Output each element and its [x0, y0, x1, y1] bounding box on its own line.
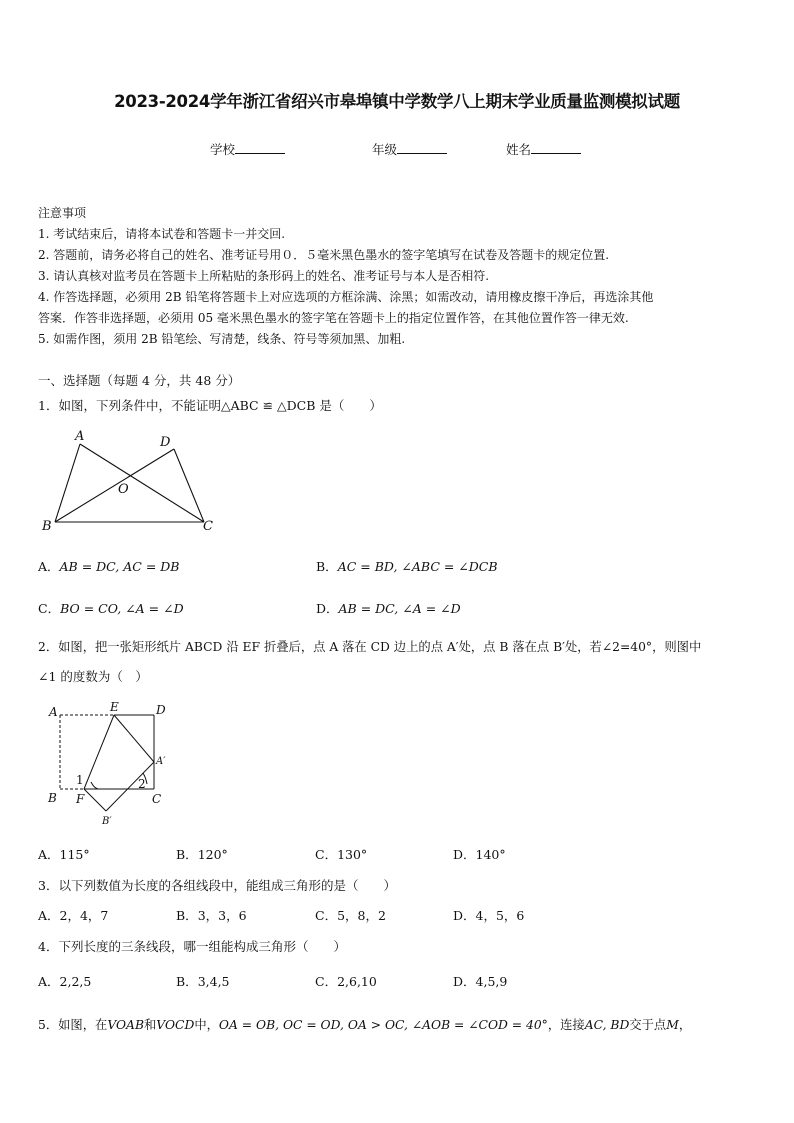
- q3-option-d-text: 4，5，6: [475, 908, 525, 923]
- q1-seg-ab: [55, 444, 80, 522]
- note-5: 5. 如需作图，须用 2B 铅笔绘、写清楚，线条、符号等须加黑、加粗.: [38, 332, 406, 346]
- q2-label-d: D: [156, 703, 166, 717]
- note-3: 3. 请认真核对监考员在答题卡上所粘贴的条形码上的姓名、准考证号与本人是否相符.: [38, 269, 490, 283]
- q4-stem: 4．下列长度的三条线段，哪一组能构成三角形（ ）: [38, 939, 346, 954]
- q2-option-b[interactable]: [176, 845, 228, 863]
- q2-seg-ea2: [114, 715, 154, 762]
- q2-stem-line1: 2．如图，把一张矩形纸片 ABCD 沿 EF 折叠后，点 A 落在 CD 边上的点 A′处，点 B 落在点 B′处，若∠2=40°，则图中: [38, 640, 702, 654]
- q4-option-b-letter: B．: [176, 974, 198, 989]
- q3-option-a-text: 2，4，7: [59, 908, 109, 923]
- name-field: [506, 140, 581, 158]
- q5-stem-intro: 5．如图，在: [38, 1018, 108, 1032]
- q3-option-a-letter: A．: [38, 908, 60, 923]
- q1-option-b-letter: B．: [316, 559, 338, 574]
- q5-in: 中，: [194, 1018, 219, 1032]
- q2-label-2: 2: [138, 777, 146, 791]
- q5-triangle-ocd: VOCD: [156, 1018, 195, 1032]
- q2-label-a-prime: A′: [156, 756, 166, 767]
- school-field: [210, 140, 285, 158]
- q3-option-c[interactable]: [315, 906, 386, 924]
- q2-label-b: B: [48, 791, 57, 805]
- q2-label-1: 1: [76, 773, 84, 787]
- q2-option-d[interactable]: [453, 845, 506, 863]
- note-4a: 4. 作答选择题，必须用 2B 铅笔将答题卡上对应选项的方框涂满、涂黑；如需改动，请用橡皮擦干净后，再选涂其他: [38, 290, 654, 304]
- q4-option-d-text: 4,5,9: [475, 974, 508, 989]
- q5-conditions: OA = OB, OC = OD, OA > OC, ∠AOB = ∠COD = 40°: [218, 1018, 548, 1032]
- grade-field: [372, 140, 447, 158]
- q1-label-d: D: [160, 435, 171, 450]
- q1-option-b[interactable]: [316, 557, 498, 575]
- q2-seg-a2b2: [106, 762, 154, 811]
- q1-option-d[interactable]: [316, 599, 461, 617]
- q4-option-b[interactable]: [176, 972, 230, 990]
- q1-option-c[interactable]: [38, 599, 184, 617]
- q2-option-c[interactable]: [315, 845, 367, 863]
- q1-label-c: C: [203, 519, 213, 534]
- name-label: 姓名: [506, 142, 532, 157]
- q4-option-d[interactable]: [453, 972, 507, 990]
- page-title: 2023-2024学年浙江省绍兴市皋埠镇中学数学八上期末学业质量监测模拟试题: [114, 92, 680, 111]
- notes-heading: 注意事项: [38, 206, 87, 220]
- q2-label-c: C: [152, 792, 162, 806]
- school-blank: [235, 141, 285, 154]
- q1-option-c-text: BO = CO, ∠A = ∠D: [60, 601, 184, 616]
- q4-option-a-text: 2,2,5: [59, 974, 92, 989]
- q4-option-c[interactable]: [315, 972, 377, 990]
- q3-option-b[interactable]: [176, 906, 247, 924]
- q2-label-b-prime: B′: [102, 816, 112, 824]
- q1-label-b: B: [42, 519, 52, 534]
- q3-option-c-text: 5，8，2: [337, 908, 386, 923]
- q2-angle1-arc: [91, 782, 98, 789]
- q3-option-b-letter: B．: [176, 908, 198, 923]
- note-2: 2. 答题前，请务必将自己的姓名、准考证号用０．５毫米黑色墨水的签字笔填写在试卷及答题卡的规定位置.: [38, 248, 610, 262]
- q2-option-b-text: 120°: [197, 847, 228, 862]
- q2-option-d-text: 140°: [475, 847, 506, 862]
- q3-stem: 3．以下列数值为长度的各组线段中，能组成三角形的是（ ）: [38, 878, 396, 893]
- q2-seg-fb2: [84, 789, 106, 811]
- school-label: 学校: [210, 142, 236, 157]
- q2-label-a: A: [49, 705, 58, 719]
- q2-option-c-text: 130°: [337, 847, 368, 862]
- q3-option-d-letter: D．: [453, 908, 476, 923]
- q5-and: 和: [143, 1018, 157, 1032]
- grade-blank: [397, 141, 447, 154]
- q5-connect: ，连接: [547, 1018, 585, 1032]
- q5-stem: [38, 1015, 691, 1033]
- q4-option-a-letter: A．: [38, 974, 60, 989]
- q1-seg-cd: [174, 449, 204, 522]
- q2-label-f: F: [76, 792, 85, 806]
- q3-option-b-text: 3，3，6: [197, 908, 247, 923]
- q4-option-a[interactable]: [38, 972, 91, 990]
- q5-triangle-oab: VOAB: [107, 1018, 144, 1032]
- q1-option-b-text: AC = BD, ∠ABC = ∠DCB: [337, 559, 498, 574]
- q1-seg-bd: [55, 449, 174, 522]
- q1-option-a-text: AB = DC, AC = DB: [59, 559, 180, 574]
- q5-segments: AC, BD: [584, 1018, 630, 1032]
- q4-option-b-text: 3,4,5: [197, 974, 230, 989]
- q2-option-b-letter: B．: [176, 847, 198, 862]
- q2-label-e: E: [110, 700, 119, 714]
- q2-option-a-letter: A．: [38, 847, 60, 862]
- q4-option-c-letter: C．: [315, 974, 338, 989]
- q3-option-a[interactable]: [38, 906, 108, 924]
- q2-option-a-text: 115°: [59, 847, 90, 862]
- q1-option-d-letter: D．: [316, 601, 339, 616]
- q1-label-a: A: [75, 429, 85, 444]
- q2-stem-line2: ∠1 的度数为（ ）: [38, 669, 148, 684]
- q2-option-d-letter: D．: [453, 847, 476, 862]
- q1-option-a-letter: A．: [38, 559, 60, 574]
- note-4b: 答案．作答非选择题，必须用 05 毫米黑色墨水的签字笔在答题卡上的指定位置作答，在其他位置作答一律无效.: [38, 311, 629, 325]
- q2-seg-ef: [84, 715, 114, 789]
- q1-label-o: O: [118, 482, 129, 497]
- q2-option-a[interactable]: [38, 845, 90, 863]
- grade-label: 年级: [372, 142, 398, 157]
- q5-intersect: 交于点: [629, 1018, 667, 1032]
- q1-figure: [38, 428, 228, 536]
- q1-seg-ac: [80, 444, 204, 522]
- q5-point-m: M: [666, 1018, 679, 1032]
- section-heading: 一、选择题（每题 4 分，共 48 分）: [38, 373, 241, 388]
- note-1: 1. 考试结束后，请将本试卷和答题卡一并交回.: [38, 227, 286, 241]
- q2-option-c-letter: C．: [315, 847, 338, 862]
- q1-option-c-letter: C．: [38, 601, 61, 616]
- q4-option-c-text: 2,6,10: [337, 974, 377, 989]
- q1-option-d-text: AB = DC, ∠A = ∠D: [338, 601, 461, 616]
- q3-option-d[interactable]: [453, 906, 524, 924]
- name-blank: [531, 141, 581, 154]
- q4-option-d-letter: D．: [453, 974, 476, 989]
- q1-stem: 1．如图，下列条件中，不能证明△ABC ≌ △DCB 是（ ）: [38, 398, 382, 413]
- q5-comma: ，: [678, 1018, 692, 1032]
- q1-option-a[interactable]: [38, 557, 179, 575]
- q3-option-c-letter: C．: [315, 908, 338, 923]
- q2-figure: [44, 700, 176, 824]
